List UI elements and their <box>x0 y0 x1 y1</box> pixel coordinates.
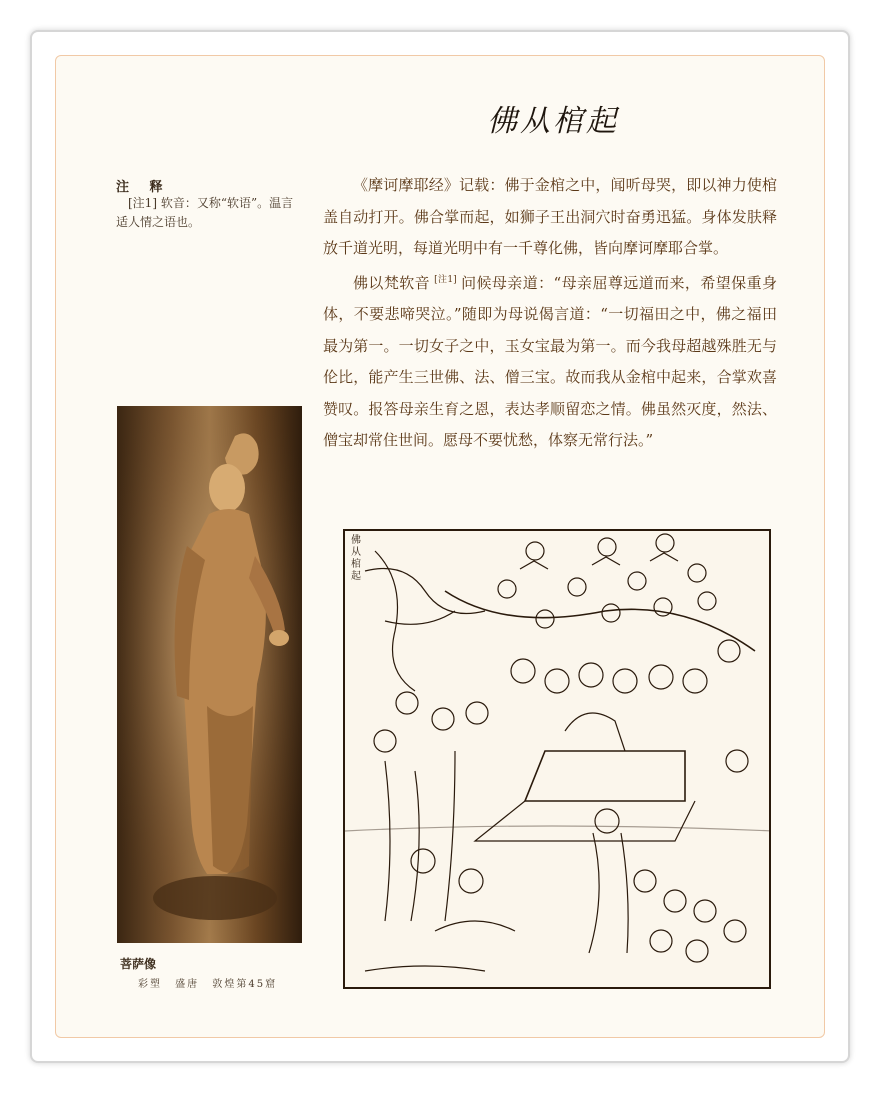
woodcut-illustration <box>343 529 771 989</box>
nirvana-scene <box>345 531 771 989</box>
page-title: 佛从棺起 <box>487 104 619 139</box>
note-reference: [注1] <box>434 274 457 285</box>
para2-rest: 问候母亲道：“母亲屈尊远道而来，希望保重身体，不要悲啼哭泣。”随即为母说偈言道：“一切福田之中，佛之福田最为第一。一切女子之中，玉女宝最为第一。而今我母超越殊胜无与伦比，能产生三世佛、法、僧三宝。故而我从金棺中起来，合掌欢喜赞叹。报答母亲生育之恩，表达孝顺留恋之情。佛虽然灭度，然法、僧宝却常住世间。愿母不要忧愁，体察无常行法。” <box>323 273 777 449</box>
body-paragraph-1: 《摩诃摩耶经》记载：佛于金棺之中，闻听母哭，即以神力使棺盖自动打开。佛合掌而起，如狮子王出洞穴时奋勇迅猛。身体发肤释放千道光明，每道光明中有一千尊化佛，皆向摩诃摩耶合掌。 <box>323 176 777 257</box>
photo-caption: 菩萨像 <box>120 957 157 971</box>
notes-text: [注1] 软音：又称“软语”。温言适人情之语也。 <box>116 196 294 229</box>
body-text <box>323 170 777 457</box>
body-paragraph-2 <box>323 265 777 457</box>
bodhisattva-photo <box>117 406 302 943</box>
photo-subcaption: 彩塑 盛唐 敦煌第45窟 <box>138 979 278 990</box>
para2-start: 佛以梵软音 <box>353 273 431 292</box>
illustration-inscription: 佛从棺起 <box>351 535 361 582</box>
notes-heading: 注 释 <box>116 180 171 195</box>
bodhisattva-figure <box>117 406 302 943</box>
